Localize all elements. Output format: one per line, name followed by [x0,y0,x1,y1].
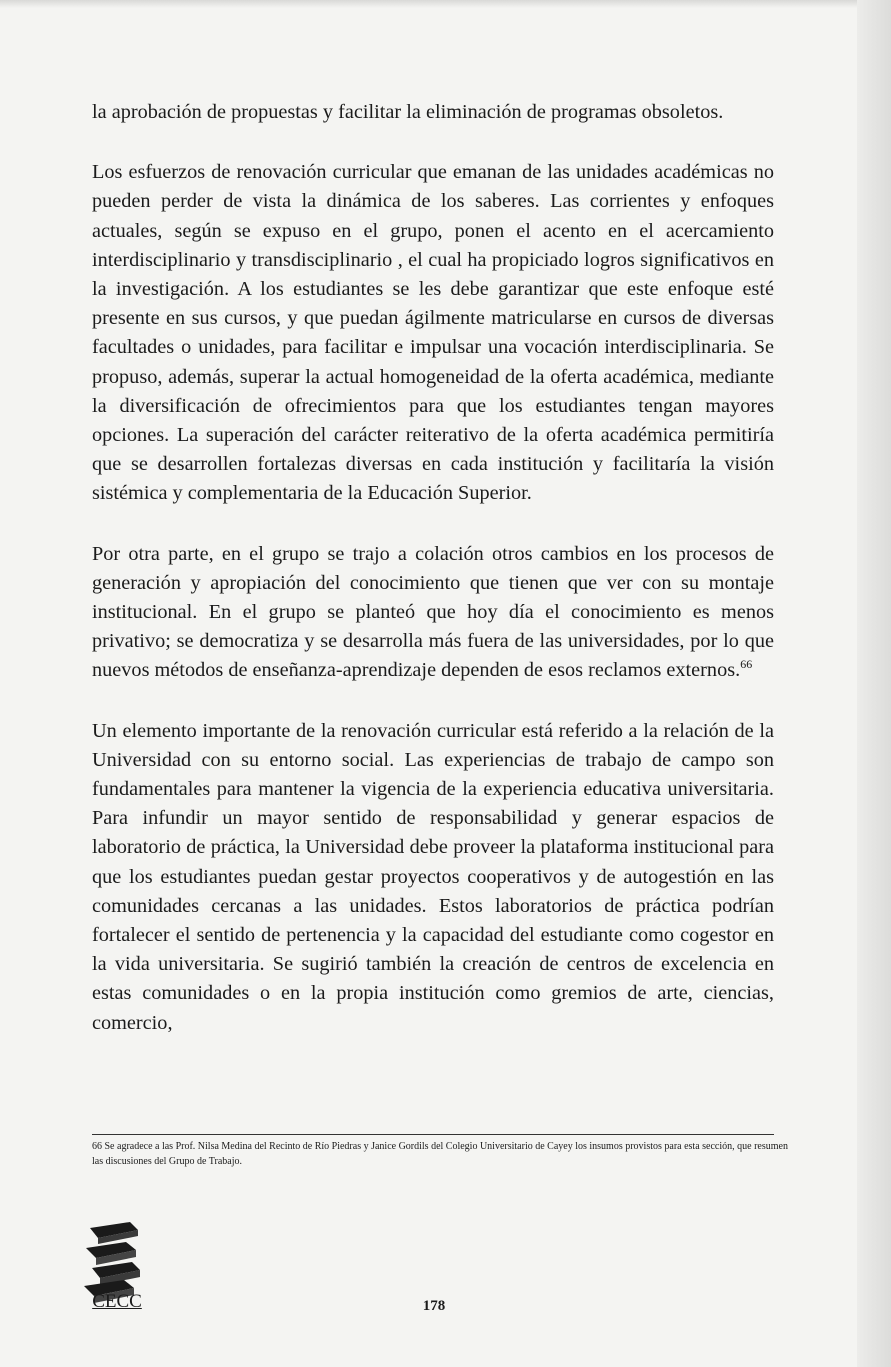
body-text [92,98,774,1069]
paragraph-2: Los esfuerzos de renovación curricular que emanan de las unidades académicas no pueden perder de vista la dinámica de los saberes. Las corrientes y enfoques actuales, según se expuso en el grupo, ponen el acento en el acercamiento interdisciplinario y transdisciplinario , el cual ha propiciado logros significativos en la investigación. A los estudiantes se les debe garantizar que este enfoque esté presente en sus cursos, y que puedan ágilmente matricularse en cursos de diversas facultades o unidades, para facilitar e impulsar una vocación interdisciplinaria. Se propuso, además, superar la actual homogeneidad de la oferta académica, mediante la diversificación de ofrecimientos para que los estudiantes tengan mayores opciones. La superación del carácter reiterativo de la oferta académica permitiría que se desarrollen fortalezas diversas en cada institución y facilitaría la visión sistémica y complementaria de la Educación Superior. [92,161,774,505]
scan-top-shadow [0,0,891,8]
paragraph-3 [92,540,774,686]
paragraph-1: la aprobación de propuestas y facilitar la eliminación de programas obsoletos. [92,101,724,123]
paragraph-3-text: Por otra parte, en el grupo se trajo a colación otros cambios en los procesos de generación y apropiación del conocimiento que tienen que ver con su montaje institucional. En el grupo se planteó que hoy día el conocimiento es menos privativo; se democratiza y se desarrolla más fuera de las universidades, por lo que nuevos métodos de enseñanza-aprendizaje dependen de esos reclamos externos. [92,542,774,682]
footnote [92,1139,792,1169]
paragraph-4: Un elemento importante de la renovación curricular está referido a la relación de la Universidad con su entorno social. Las experiencias de trabajo de campo son fundamentales para mantener la vigencia de la experiencia educativa universitaria. Para infundir un mayor sentido de responsabilidad y generar espacios de laboratorio de práctica, la Universidad debe proveer la plataforma institucional para que los estudiantes puedan gestar proyectos cooperativos y de autogestión en las comunidades cercanas a las unidades. Estos laboratorios de práctica podrían fortalecer el sentido de pertenencia y la capacidad del estudiante como cogestor en la vida universitaria. Se sugirió también la creación de centros de excelencia en estas comunidades o en la propia institución como gremios de arte, ciencias, comercio, [92,719,774,1034]
page-number: 178 [422,1298,446,1314]
footnote-number: 66 [92,1141,102,1152]
scan-edge-shadow [857,0,891,1367]
footnote-separator [92,1134,774,1135]
logo-label: CECC [92,1291,142,1312]
footnote-text: Se agradece a las Prof. Nilsa Medina del Recinto de Río Piedras y Janice Gordils del Colegio Universitario de Cayey los insumos provistos para esta sección, que resumen las discusiones del Grupo de Trabajo. [92,1141,788,1167]
footnote-reference: 66 [740,657,753,672]
